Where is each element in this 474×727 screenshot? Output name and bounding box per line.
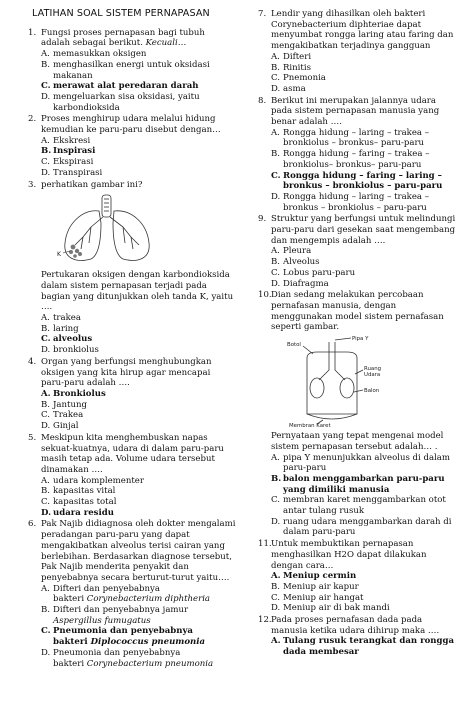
question-stem: perhatikan gambar ini? — [41, 179, 143, 190]
option-c: C. alveolus — [41, 334, 93, 345]
question-12 — [258, 615, 456, 658]
option-a: A. trakea — [41, 313, 81, 324]
option-c: C. kapasitas total — [41, 497, 117, 508]
option-b: B. kapasitas vital — [41, 486, 116, 497]
question-stem: Organ yang berfungsi menghubungkan oksigen yang kita hirup agar mencapai paru-paru adalah …. — [41, 356, 212, 389]
label-udara: Udara — [364, 372, 381, 379]
label-ruang: Ruang — [364, 366, 382, 373]
option-d: D. Rongga hidung – laring – trakea – bronkus – bronkiolus – paru-paru — [271, 191, 430, 213]
option-b: B. Jantung — [41, 399, 87, 410]
question-3 — [28, 180, 236, 356]
question-number: 11. — [258, 539, 272, 550]
question-10 — [258, 290, 456, 538]
label-botol: Botol — [287, 342, 301, 349]
question-number: 12. — [258, 615, 272, 626]
question-5 — [28, 433, 236, 519]
option-d: D. bronkiolus — [41, 345, 99, 356]
option-c: C. Lobus paru-paru — [271, 267, 356, 278]
option-d: D. Ginjal — [41, 421, 79, 432]
question-stem: Proses menghirup udara melalui hidung kemudian ke paru-paru disebut dengan… — [41, 114, 221, 136]
option-b: B. laring — [41, 323, 79, 334]
option-a: A. Difteri — [271, 51, 312, 62]
option-c: C. Pnemonia — [271, 73, 326, 84]
question-number: 9. — [258, 214, 267, 225]
option-b: B. balon menggambarkan paru-paru yang dimiliki manusia — [271, 473, 445, 495]
option-b: B. Meniup air kapur — [271, 581, 359, 592]
option-d: D. Meniup air di bak mandi — [271, 603, 390, 614]
question-9 — [258, 214, 456, 289]
option-c: C. Pneumonia dan penyebabnya bakteri Diplococcus pneumonia — [41, 626, 206, 648]
question-number: 3. — [28, 179, 37, 190]
option-b: B. Rongga hidung – faring – trakea – bronkiolus– bronkus– paru-paru — [271, 149, 430, 170]
option-b: B. Alveolus — [271, 257, 320, 268]
question-1 — [28, 28, 236, 114]
left-column — [28, 9, 236, 670]
option-b: B. Difteri dan penyebabnya jamur Aspergillus fumugatus — [41, 605, 189, 626]
question-7 — [258, 9, 456, 95]
option-c: C. merawat alat peredaran darah — [41, 81, 199, 92]
option-a: A. Meniup cermin — [271, 571, 357, 582]
page-title: LATIHAN SOAL SISTEM PERNAPASAN — [32, 8, 210, 19]
question-number: 1. — [28, 27, 37, 38]
question-number: 10. — [258, 290, 272, 301]
question-number: 5. — [28, 432, 37, 443]
option-d: D. udara residu — [41, 507, 114, 518]
question-8 — [258, 96, 456, 214]
question-stem-2: Pertukaran oksigen dengan karbondioksida dalam sistem pernapasan terjadi pada bagian yang ditunjukkan oleh tanda K, yaitu …. — [41, 270, 234, 313]
question-stem: Fungsi proses pernapasan bagi tubuh adalah sebagai berikut. Kecuali… — [41, 27, 205, 49]
option-c: C. membran karet menggambarkan otot antar tulang rusuk — [271, 495, 446, 517]
option-b: B. Rinitis — [271, 62, 311, 73]
question-number: 4. — [28, 356, 37, 367]
label-pipa-y: Pipa Y — [352, 336, 369, 343]
option-d: D. asma — [271, 83, 306, 94]
question-number: 7. — [258, 9, 267, 19]
label-membran: Membran Karet — [289, 423, 331, 429]
option-c: C. Trakea — [41, 410, 84, 421]
option-c: C. Ekspirasi — [41, 157, 94, 168]
option-a: A. udara komplementer — [41, 475, 144, 486]
label-balon: Balon — [364, 388, 380, 395]
question-stem: Pada proses pernafasan dada pada manusia ketika udara dihirup maka …. — [271, 615, 440, 636]
option-d: D. ruang udara menggambarkan darah di dalam paru-paru — [271, 516, 452, 538]
question-number: 6. — [28, 519, 37, 530]
option-a: A. Ekskresi — [41, 135, 91, 146]
option-a: A. memasukkan oksigen — [41, 49, 147, 60]
option-c: C. Rongga hidung – faring – laring – bronkus – bronkiolus – paru-paru — [271, 170, 443, 192]
question-stem: Struktur yang berfungsi untuk melindungi paru-paru dari gesekan saat mengembang dan mengempis adalah …. — [271, 214, 456, 246]
question-stem: Pak Najib didiagnosa oleh dokter mengalami peradangan paru-paru yang dapat mengakibatkan alveolus terisi cairan yang berlebihan. Berdasarkan diagnose tersebut, Pak Najib menderita penyakit dan penyebabnya secara berturut-turut yaitu…. — [41, 519, 236, 583]
question-stem: Dian sedang melakukan percobaan pernafasan manusia, dengan menggunakan model sistem pernafasan seperti gambar. — [271, 290, 444, 333]
option-a: A. Tulang rusuk terangkat dan rongga dada membesar — [271, 636, 454, 658]
label-k: K — [57, 251, 61, 259]
option-d: D. Transpirasi — [41, 167, 103, 178]
bell-jar-model-diagram — [283, 336, 395, 428]
right-column — [258, 9, 456, 659]
option-d: D. Pneumonia dan penyebabnya bakteri Corynebacterium pneumonia — [41, 647, 214, 669]
option-a: A. pipa Y menunjukkan alveolus di dalam paru-paru — [271, 452, 450, 474]
question-11 — [258, 539, 456, 614]
question-number: 8. — [258, 95, 267, 106]
option-a: A. Pleura — [271, 246, 312, 257]
question-stem: Meskipun kita menghembuskan napas sekuat-kuatnya, udara di dalam paru-paru masih tetap ada. Volume udara tersebut dinamakan …. — [41, 432, 224, 475]
option-a: A. Rongga hidung – laring – trakea – bronkiolus – bronkus– paru-paru — [271, 127, 430, 149]
question-stem: Untuk membuktikan pernapasan menghasilkan H2O dapat dilakukan dengan cara… — [271, 539, 427, 571]
question-number: 2. — [28, 114, 37, 125]
option-a: A. Difteri dan penyebabnya bakteri Corynebacterium diphtheria — [41, 583, 211, 605]
question-stem: Berikut ini merupakan jalannya udara pada sistem pernapasan manusia yang benar adalah …. — [271, 95, 440, 128]
option-b: B. Inspirasi — [41, 146, 96, 157]
question-4 — [28, 357, 236, 432]
question-stem: Lendir yang dihasilkan oleh bakteri Corynebacterium diphteriae dapat menyumbat rongga laring atau faring dan mengakibatkan terjadinya gangguan — [271, 9, 454, 52]
option-a: A. Bronkiolus — [41, 388, 106, 399]
option-c: C. Meniup air hangat — [271, 592, 364, 603]
question-6 — [28, 519, 236, 669]
question-stem-2: Pernyataan yang tepat mengenai model sistem pernapasan tersebut adalah… . — [271, 431, 444, 452]
option-d: D. mengeluarkan sisa oksidasi, yaitu karbondioksida — [41, 91, 200, 113]
lungs-illustration — [53, 193, 163, 267]
option-d: D. Diafragma — [271, 278, 329, 289]
option-b: B. menghasilkan energi untuk oksidasi makanan — [41, 59, 210, 81]
question-2 — [28, 114, 236, 178]
